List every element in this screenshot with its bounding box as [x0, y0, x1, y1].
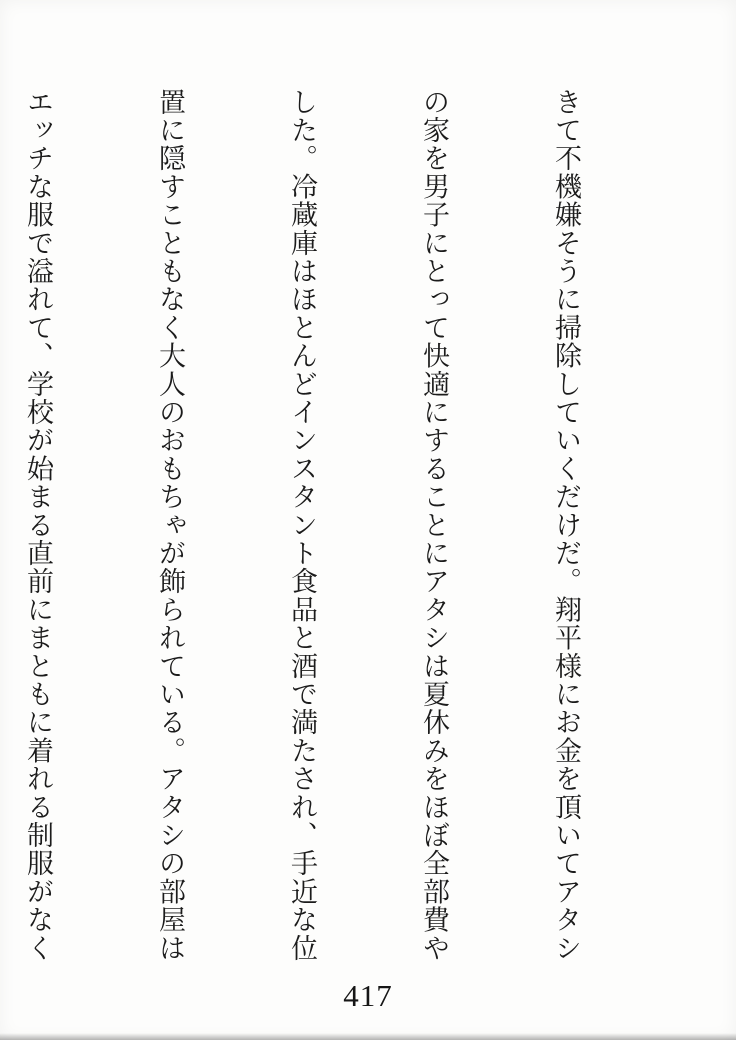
text-line: した。冷蔵庫はほとんどインスタント食品と酒で満たされ、手近な位: [287, 88, 317, 963]
text-line: の家を男子にとって快適にすることにアタシは夏休みをほぼ全部費や: [419, 88, 449, 963]
text-line: きて不機嫌そうに掃除していくだけだ。翔平様にお金を頂いてアタシ: [551, 88, 581, 963]
page-number: 417: [343, 978, 393, 1013]
text-line: 置に隠すこともなく大人のおもちゃが飾られている。アタシの部屋は: [155, 88, 185, 963]
text-line: エッチな服で溢れて、学校が始まる直前にまともに着れる制服がなく: [23, 88, 53, 963]
page-bottom-edge: [0, 1033, 736, 1040]
vertical-text-block: [0, 88, 676, 968]
